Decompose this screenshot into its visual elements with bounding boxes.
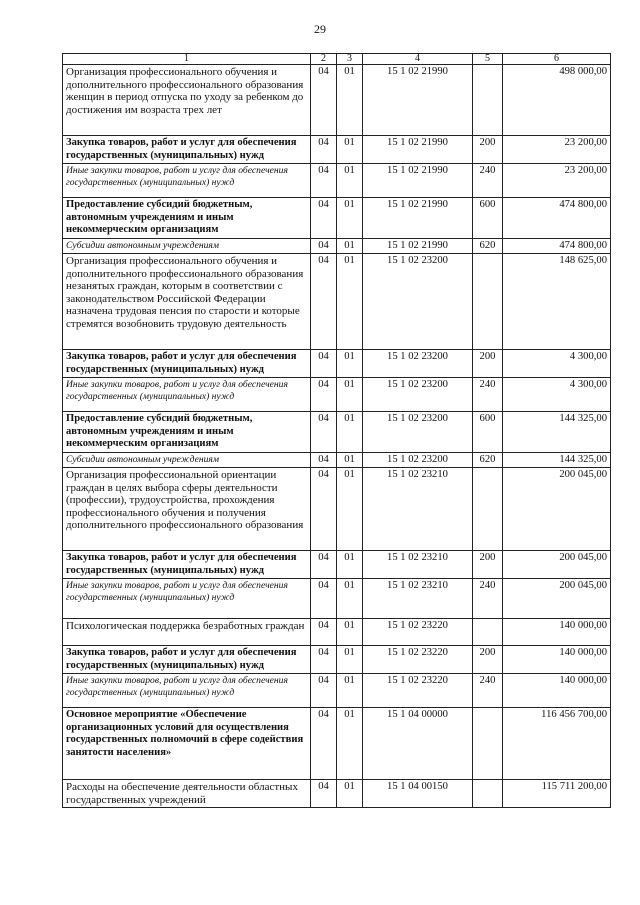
row-amount-cell: 200 045,00 bbox=[503, 551, 611, 579]
table-row bbox=[63, 378, 611, 412]
row-section-cell: 04 bbox=[311, 674, 337, 708]
header-col-4: 4 bbox=[363, 54, 473, 65]
row-subsection-cell: 01 bbox=[337, 350, 363, 378]
row-amount-cell: 23 200,00 bbox=[503, 164, 611, 198]
row-amount-cell: 200 045,00 bbox=[503, 579, 611, 619]
table-row bbox=[63, 452, 611, 468]
row-expense-type-cell: 240 bbox=[473, 674, 503, 708]
row-amount-cell: 140 000,00 bbox=[503, 619, 611, 646]
table-row bbox=[63, 65, 611, 136]
row-section-cell: 04 bbox=[311, 619, 337, 646]
row-section-cell: 04 bbox=[311, 412, 337, 453]
row-target-article-cell: 15 1 02 23200 bbox=[363, 254, 473, 350]
row-name-cell: Организация профессиональной ориентации граждан в целях выбора сферы деятельности (профессии), трудоустройства, прохождения профессионального обучения и получения дополнительного профессионального образования bbox=[63, 468, 311, 551]
header-col-2: 2 bbox=[311, 54, 337, 65]
row-name-cell: Организация профессионального обучения и дополнительного профессионального образования женщин в период отпуска по уходу за ребенком до достижения им возраста трех лет bbox=[63, 65, 311, 136]
table-row bbox=[63, 164, 611, 198]
table-row bbox=[63, 412, 611, 453]
header-col-3: 3 bbox=[337, 54, 363, 65]
row-section-cell: 04 bbox=[311, 65, 337, 136]
row-expense-type-cell: 620 bbox=[473, 452, 503, 468]
row-subsection-cell: 01 bbox=[337, 238, 363, 254]
row-section-cell: 04 bbox=[311, 164, 337, 198]
table-body bbox=[63, 65, 611, 808]
row-name-cell: Иные закупки товаров, работ и услуг для обеспечения государственных (муниципальных) нужд bbox=[63, 674, 311, 708]
table-row bbox=[63, 646, 611, 674]
row-section-cell: 04 bbox=[311, 254, 337, 350]
row-subsection-cell: 01 bbox=[337, 452, 363, 468]
row-target-article-cell: 15 1 02 23220 bbox=[363, 674, 473, 708]
row-name-cell: Иные закупки товаров, работ и услуг для обеспечения государственных (муниципальных) нужд bbox=[63, 579, 311, 619]
header-col-6: 6 bbox=[503, 54, 611, 65]
row-target-article-cell: 15 1 02 23220 bbox=[363, 619, 473, 646]
row-subsection-cell: 01 bbox=[337, 579, 363, 619]
table-row bbox=[63, 198, 611, 239]
table-row bbox=[63, 619, 611, 646]
row-target-article-cell: 15 1 02 21990 bbox=[363, 136, 473, 164]
row-target-article-cell: 15 1 02 23210 bbox=[363, 551, 473, 579]
row-amount-cell: 4 300,00 bbox=[503, 378, 611, 412]
row-name-cell: Иные закупки товаров, работ и услуг для обеспечения государственных (муниципальных) нужд bbox=[63, 378, 311, 412]
row-subsection-cell: 01 bbox=[337, 708, 363, 780]
row-amount-cell: 148 625,00 bbox=[503, 254, 611, 350]
row-subsection-cell: 01 bbox=[337, 468, 363, 551]
row-subsection-cell: 01 bbox=[337, 378, 363, 412]
page-number: 29 bbox=[314, 22, 326, 36]
row-expense-type-cell: 240 bbox=[473, 164, 503, 198]
row-amount-cell: 140 000,00 bbox=[503, 674, 611, 708]
table-row bbox=[63, 551, 611, 579]
row-name-cell: Предоставление субсидий бюджетным, автономным учреждениям и иным некоммерческим организациям bbox=[63, 198, 311, 239]
row-amount-cell: 140 000,00 bbox=[503, 646, 611, 674]
row-amount-cell: 116 456 700,00 bbox=[503, 708, 611, 780]
row-expense-type-cell: 240 bbox=[473, 378, 503, 412]
row-expense-type-cell: 200 bbox=[473, 551, 503, 579]
row-name-cell: Иные закупки товаров, работ и услуг для обеспечения государственных (муниципальных) нужд bbox=[63, 164, 311, 198]
row-amount-cell: 144 325,00 bbox=[503, 412, 611, 453]
header-col-5: 5 bbox=[473, 54, 503, 65]
row-section-cell: 04 bbox=[311, 708, 337, 780]
row-section-cell: 04 bbox=[311, 646, 337, 674]
row-name-cell: Закупка товаров, работ и услуг для обеспечения государственных (муниципальных) нужд bbox=[63, 136, 311, 164]
row-target-article-cell: 15 1 02 23200 bbox=[363, 350, 473, 378]
row-subsection-cell: 01 bbox=[337, 136, 363, 164]
row-expense-type-cell bbox=[473, 254, 503, 350]
row-target-article-cell: 15 1 02 23220 bbox=[363, 646, 473, 674]
row-subsection-cell: 01 bbox=[337, 646, 363, 674]
row-expense-type-cell: 600 bbox=[473, 412, 503, 453]
row-subsection-cell: 01 bbox=[337, 164, 363, 198]
table-row bbox=[63, 708, 611, 780]
row-expense-type-cell: 620 bbox=[473, 238, 503, 254]
row-name-cell: Основное мероприятие «Обеспечение организационных условий для осуществления государственных полномочий в сфере содействия занятости населения» bbox=[63, 708, 311, 780]
row-amount-cell: 115 711 200,00 bbox=[503, 780, 611, 808]
row-expense-type-cell bbox=[473, 780, 503, 808]
row-name-cell: Субсидии автономным учреждениям bbox=[63, 238, 311, 254]
row-amount-cell: 144 325,00 bbox=[503, 452, 611, 468]
row-expense-type-cell: 240 bbox=[473, 579, 503, 619]
row-section-cell: 04 bbox=[311, 780, 337, 808]
row-section-cell: 04 bbox=[311, 468, 337, 551]
row-section-cell: 04 bbox=[311, 452, 337, 468]
row-amount-cell: 200 045,00 bbox=[503, 468, 611, 551]
row-name-cell: Закупка товаров, работ и услуг для обеспечения государственных (муниципальных) нужд bbox=[63, 551, 311, 579]
row-name-cell: Психологическая поддержка безработных граждан bbox=[63, 619, 311, 646]
row-subsection-cell: 01 bbox=[337, 412, 363, 453]
row-amount-cell: 498 000,00 bbox=[503, 65, 611, 136]
row-expense-type-cell bbox=[473, 65, 503, 136]
row-target-article-cell: 15 1 02 23200 bbox=[363, 378, 473, 412]
row-target-article-cell: 15 1 02 21990 bbox=[363, 238, 473, 254]
table-row bbox=[63, 238, 611, 254]
row-expense-type-cell bbox=[473, 708, 503, 780]
row-subsection-cell: 01 bbox=[337, 254, 363, 350]
row-subsection-cell: 01 bbox=[337, 780, 363, 808]
row-expense-type-cell: 200 bbox=[473, 350, 503, 378]
row-target-article-cell: 15 1 04 00150 bbox=[363, 780, 473, 808]
row-target-article-cell: 15 1 02 21990 bbox=[363, 198, 473, 239]
row-name-cell: Расходы на обеспечение деятельности областных государственных учреждений bbox=[63, 780, 311, 808]
table-row bbox=[63, 136, 611, 164]
row-expense-type-cell: 600 bbox=[473, 198, 503, 239]
table-row bbox=[63, 254, 611, 350]
row-name-cell: Субсидии автономным учреждениям bbox=[63, 452, 311, 468]
row-subsection-cell: 01 bbox=[337, 619, 363, 646]
row-expense-type-cell bbox=[473, 468, 503, 551]
row-subsection-cell: 01 bbox=[337, 198, 363, 239]
table-row bbox=[63, 780, 611, 808]
table-row bbox=[63, 350, 611, 378]
row-target-article-cell: 15 1 02 23210 bbox=[363, 579, 473, 619]
row-target-article-cell: 15 1 02 21990 bbox=[363, 164, 473, 198]
row-subsection-cell: 01 bbox=[337, 551, 363, 579]
row-target-article-cell: 15 1 02 23200 bbox=[363, 412, 473, 453]
row-amount-cell: 474 800,00 bbox=[503, 238, 611, 254]
row-target-article-cell: 15 1 02 23200 bbox=[363, 452, 473, 468]
row-expense-type-cell: 200 bbox=[473, 136, 503, 164]
row-section-cell: 04 bbox=[311, 551, 337, 579]
row-section-cell: 04 bbox=[311, 136, 337, 164]
table-row bbox=[63, 674, 611, 708]
row-amount-cell: 474 800,00 bbox=[503, 198, 611, 239]
table-row bbox=[63, 579, 611, 619]
table-header-row bbox=[63, 54, 611, 65]
row-expense-type-cell: 200 bbox=[473, 646, 503, 674]
row-section-cell: 04 bbox=[311, 198, 337, 239]
row-target-article-cell: 15 1 02 23210 bbox=[363, 468, 473, 551]
row-section-cell: 04 bbox=[311, 238, 337, 254]
row-subsection-cell: 01 bbox=[337, 65, 363, 136]
row-target-article-cell: 15 1 02 21990 bbox=[363, 65, 473, 136]
row-name-cell: Организация профессионального обучения и дополнительного профессионального образования незанятых граждан, которым в соответствии с законодательством Российской Федерации назначена трудовая пенсия по старости и которые стремятся возобновить трудовую деятельность bbox=[63, 254, 311, 350]
row-amount-cell: 4 300,00 bbox=[503, 350, 611, 378]
row-target-article-cell: 15 1 04 00000 bbox=[363, 708, 473, 780]
row-subsection-cell: 01 bbox=[337, 674, 363, 708]
row-section-cell: 04 bbox=[311, 579, 337, 619]
row-name-cell: Закупка товаров, работ и услуг для обеспечения государственных (муниципальных) нужд bbox=[63, 646, 311, 674]
row-name-cell: Предоставление субсидий бюджетным, автономным учреждениям и иным некоммерческим организациям bbox=[63, 412, 311, 453]
budget-table bbox=[62, 53, 611, 808]
header-col-1: 1 bbox=[63, 54, 311, 65]
row-name-cell: Закупка товаров, работ и услуг для обеспечения государственных (муниципальных) нужд bbox=[63, 350, 311, 378]
table-row bbox=[63, 468, 611, 551]
row-amount-cell: 23 200,00 bbox=[503, 136, 611, 164]
row-section-cell: 04 bbox=[311, 350, 337, 378]
row-expense-type-cell bbox=[473, 619, 503, 646]
row-section-cell: 04 bbox=[311, 378, 337, 412]
